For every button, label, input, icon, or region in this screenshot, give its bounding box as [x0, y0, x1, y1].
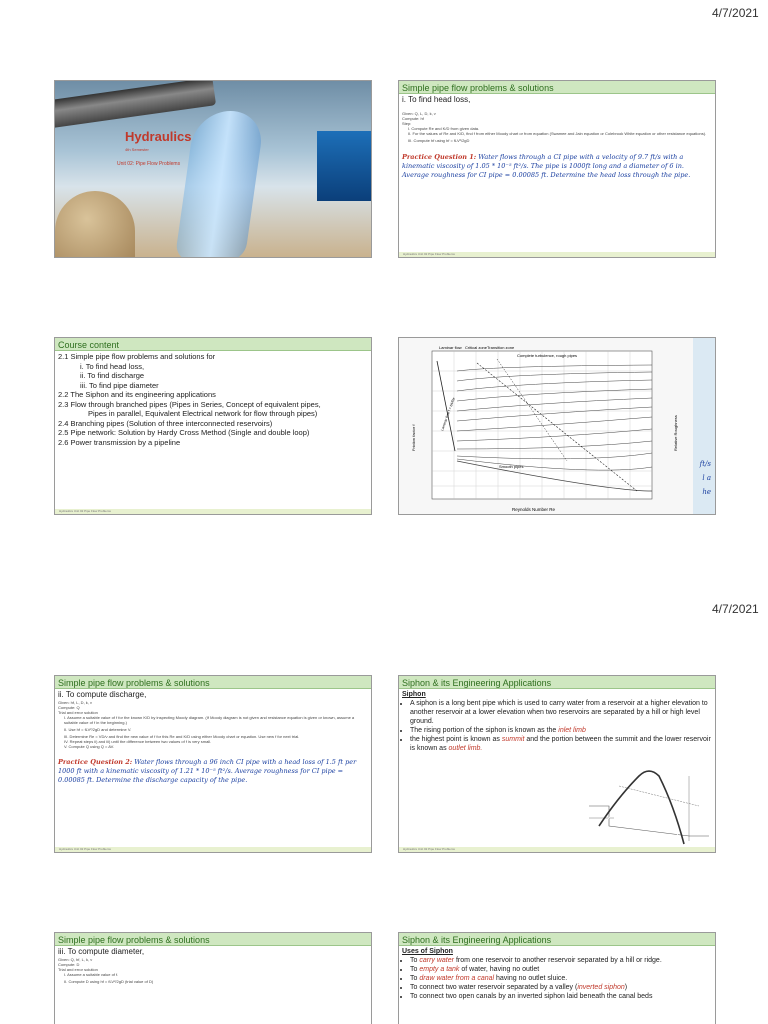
summit-term: summit [501, 736, 525, 743]
slide-head-loss [398, 80, 716, 258]
content-item: 2.1 Simple pipe flow problems and solutions for [58, 352, 216, 361]
content-item: 2.2 The Siphon and its engineering applications [58, 390, 216, 399]
slide-siphon-uses [398, 932, 716, 1024]
content-item: i. To find head loss, [80, 361, 145, 371]
given-line: Given: hf, L, D, k, ν [58, 700, 93, 705]
page-date-top: 4/7/2021 [712, 6, 759, 20]
use-bullet [410, 965, 712, 974]
section-title: Siphon [402, 691, 426, 698]
page-date-middle: 4/7/2021 [712, 602, 759, 616]
semester-text: 4th Semester [125, 147, 149, 152]
given-line: Given: Q, L, D, k, ν [402, 111, 436, 116]
bullet-text: having no outlet sluice. [496, 975, 568, 982]
compute-line: Compute: hf [402, 116, 424, 121]
bullet-emphasis: carry water [419, 957, 454, 964]
sea-image [317, 131, 372, 201]
side-text: ft/s [699, 460, 711, 468]
bullet-text: To [410, 957, 418, 964]
slide-header: Simple pipe flow problems & solutions [55, 933, 371, 946]
method-line: Trial and error solution [58, 710, 98, 715]
practice-question [58, 758, 368, 785]
slide-footer: Hydraulics Unit 02 Pipe Flow Problems [55, 509, 371, 514]
step-line: Step: [402, 121, 412, 126]
bullet-emphasis: inverted siphon [577, 984, 625, 991]
bullet-text: To [410, 966, 418, 973]
axis-label: Friction factor f [411, 424, 416, 451]
step-item: II. Compute D using hf = fLV²/2gD (trial value of D) [64, 979, 154, 984]
axis-label: Relative Roughness [673, 415, 678, 451]
step-item: IV. Repeat steps ii) and iii) until the difference between two values of f is very small. [64, 739, 212, 744]
compute-line: Compute: D [58, 962, 80, 967]
content-item: 2.6 Power transmission by a pipeline [58, 437, 181, 447]
bullet-text: The rising portion of the siphon is known as the [410, 727, 557, 734]
siphon-pipe [599, 771, 684, 844]
content-item: 2.5 Pipe network: Solution by Hardy Cross Method (Single and double loop) [58, 428, 310, 437]
section-title: Uses of Siphon [402, 948, 453, 955]
bullet-emphasis: draw water from a canal [419, 975, 495, 982]
content-item: 2.4 Branching pipes (Solution of three interconnected reservoirs) [58, 418, 273, 428]
slide-subtitle: ii. To compute discharge, [58, 690, 147, 699]
step-item: I. Assume a suitable value of f for the known K/D by inspecting Moody diagram. (If Moody diagram is not given and resistance equation is given or known, assume a suitable value of f in the beginning.) [64, 715, 355, 725]
chart-label: Smooth pipes [499, 464, 524, 469]
side-text: l a [702, 474, 711, 482]
chart-label: Complete turbulence, rough pipes [517, 353, 578, 358]
moody-chart [407, 341, 692, 513]
use-bullet [410, 974, 712, 983]
slide-siphon [398, 675, 716, 853]
bullet-text: and the portion between the summit and the lower reservoir is known as [410, 736, 711, 752]
slide-moody-chart [398, 337, 716, 515]
bullet-text: the highest point is known as [410, 736, 500, 743]
bullet-text: from one reservoir to another reservoir separated by a hill or ridge. [455, 957, 662, 964]
practice-label: Practice Question 1: [402, 153, 477, 161]
slide-discharge [54, 675, 372, 853]
use-bullet [410, 956, 712, 965]
use-bullet: • To connect two open canals by an inverted siphon laid beneath the canal beds [410, 992, 712, 1001]
step-item: III. Determine Re = VD/ν and find the new value of f for this Re and K/D using either Moody chart or equation. Use new f for next trial. [64, 734, 300, 739]
bullet-text: To connect two water reservoir separated by a valley ( [410, 984, 578, 991]
step-item: I. Compute Re and K/D from given data. [408, 126, 480, 131]
step-item: II. Use hf = fLV²/2gD and determine V. [64, 727, 132, 732]
chart-label: Critical zone [465, 345, 488, 350]
chart-label: Transition zone [487, 345, 515, 350]
slide-course-content [54, 337, 372, 515]
step-item: I. Assume a suitable value of f. [64, 972, 119, 977]
bullet-text: To [410, 975, 418, 982]
slide-subtitle: i. To find head loss, [402, 95, 471, 104]
siphon-bullet: • A siphon is a long bent pipe which is used to carry water from a reservoir at a higher elevation to another reservoir at a lower elevation when two reservoirs are separated by a hill or high level ground. [410, 699, 712, 726]
energy-line [619, 786, 699, 806]
bullet-emphasis: empty a tank [419, 966, 460, 973]
given-line: Given: Q, hf, L, k, ν [58, 957, 93, 962]
axis-label: Reynolds Number Re [512, 507, 556, 512]
content-item: Pipes in parallel, Equivalent Electrical network for flow through pipes) [88, 409, 318, 418]
slide-header: Simple pipe flow problems & solutions [55, 676, 371, 689]
content-item: 2.3 Flow through branched pipes (Pipes in Series, Concept of equivalent pipes, [58, 399, 321, 409]
practice-label: Practice Question 2: [58, 758, 133, 766]
step-item: III. Compute hf using hf = fLV²/2gD [408, 138, 470, 143]
content-item: iii. To find pipe diameter [80, 380, 159, 390]
compute-line: Compute: Q [58, 705, 80, 710]
chart-label: Laminar flow [439, 345, 462, 350]
practice-text: Water flows through a 96 inch CI pipe with a head loss of 1.5 ft per 1000 ft with a kinematic viscosity of 1.21 * 10⁻⁵ ft²/s. Average roughness for CI pipe = 0.00085 ft. Determine the discharge capacity of the pipe. [58, 758, 357, 784]
slide-footer: Hydraulics Unit 02 Pipe Flow Problems [399, 252, 715, 257]
slide-title [54, 80, 372, 258]
method-line: Trial and error solution [58, 967, 98, 972]
siphon-bullet [410, 726, 712, 735]
outlet-limb-term: outlet limb. [448, 745, 483, 752]
slide-diameter [54, 932, 372, 1024]
unit-text: Unit 02: Pipe Flow Problems [117, 161, 181, 167]
siphon-diagram [589, 766, 709, 846]
slide-footer: Hydraulics Unit 02 Pipe Flow Problems [55, 847, 371, 852]
slide-subtitle: iii. To compute diameter, [58, 947, 145, 956]
slide-header: Course content [55, 338, 371, 351]
use-bullet [410, 983, 712, 992]
bullet-text: ) [624, 984, 628, 991]
step-item: V. Compute Q using Q = AV. [64, 744, 114, 749]
practice-question [402, 153, 712, 180]
inlet-limb-term: inlet limb [558, 727, 586, 734]
slide-header: Siphon & its Engineering Applications [399, 933, 715, 946]
slide-header: Siphon & its Engineering Applications [399, 676, 715, 689]
slide-header: Simple pipe flow problems & solutions [399, 81, 715, 94]
side-text: he [702, 488, 711, 496]
siphon-bullet [410, 735, 712, 753]
slide-footer: Hydraulics Unit 02 Pipe Flow Problems [399, 847, 715, 852]
practice-text: Water flows through a CI pipe with a velocity of 9.7 ft/s with a kinematic viscosity of 1.05 * 10⁻⁵ ft²/s. The pipe is 1000ft long and a diameter of 6 in. Average roughness for CI pipe = 0.00085 ft. Determine the head loss through the pipe. [402, 153, 691, 179]
chart-label: Laminar flow f = 64/Re [440, 396, 456, 432]
content-item: ii. To find discharge [80, 371, 145, 380]
slide-title-text: Hydraulics [125, 129, 192, 144]
bullet-text: of water, having no outlet [461, 966, 540, 973]
step-item: II. For the values of Re and K/D, find f from either Moody chart or from equation (Swamee and Jain equation or Colebrook White equation or other resistance equations). [408, 131, 707, 136]
